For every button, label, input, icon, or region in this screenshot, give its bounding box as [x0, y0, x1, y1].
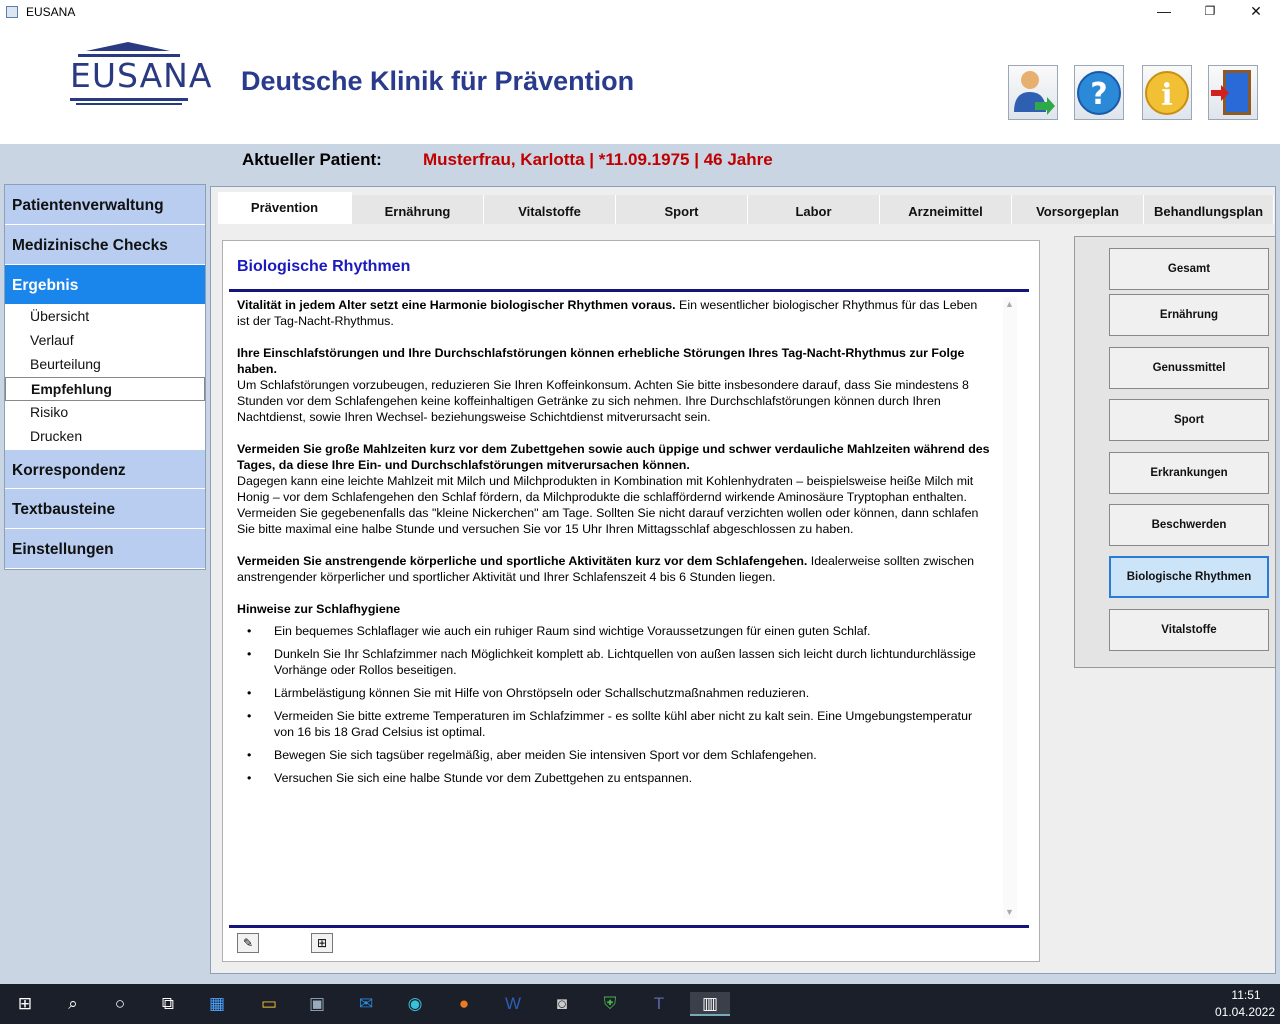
- store-icon[interactable]: ▦: [208, 994, 226, 1013]
- tab-arzneimittel[interactable]: Arzneimittel: [880, 195, 1012, 224]
- category-erkrankungen-button[interactable]: Erkrankungen: [1109, 452, 1269, 494]
- category-biologische-rhythmen-button[interactable]: Biologische Rhythmen: [1109, 556, 1269, 598]
- firefox-icon[interactable]: ●: [458, 994, 470, 1013]
- list-item: • Bewegen Sie sich tagsüber regelmäßig, aber meiden Sie intensiven Sport vor dem Schlafengehen.: [237, 747, 992, 763]
- tab-behandlungsplan[interactable]: Behandlungsplan: [1144, 195, 1274, 224]
- tab-bar: [218, 192, 1274, 224]
- info-icon[interactable]: [1142, 65, 1192, 120]
- taskbar: [0, 984, 1280, 1024]
- network-app-icon[interactable]: ▣: [308, 994, 326, 1013]
- tab-labor[interactable]: Labor: [748, 195, 880, 224]
- sidebar-sub-beurteilung[interactable]: Beurteilung: [30, 356, 101, 372]
- sidebar-item-patientenverwaltung[interactable]: Patientenverwaltung: [5, 185, 205, 225]
- category-beschwerden-button[interactable]: Beschwerden: [1109, 504, 1269, 546]
- tab-sport[interactable]: Sport: [616, 195, 748, 224]
- svg-text:i: i: [1161, 78, 1173, 113]
- list-item: • Dunkeln Sie Ihr Schlafzimmer nach Möglichkeit komplett ab. Lichtquellen von außen lassen sich leicht durch lichtundurchlässige Vorhänge oder Rollos beseitigen.: [237, 646, 992, 678]
- list-item: • Versuchen Sie sich eine halbe Stunde vor dem Zubettgehen zu entspannen.: [237, 770, 992, 786]
- hints-heading: Hinweise zur Schlafhygiene: [237, 602, 401, 616]
- maximize-button[interactable]: ❐: [1204, 4, 1216, 18]
- list-item: • Lärmbelästigung können Sie mit Hilfe von Ohrstöpseln oder Schallschutzmaßnahmen reduzieren.: [237, 685, 992, 701]
- clock-time: 11:51: [1231, 988, 1261, 1002]
- edge-icon[interactable]: ◉: [407, 994, 423, 1013]
- category-panel: [1074, 236, 1276, 668]
- eusana-taskbar-icon[interactable]: ▥: [690, 992, 730, 1016]
- sidebar-item-textbausteine[interactable]: Textbausteine: [5, 489, 205, 529]
- sidebar-item-medizinische-checks[interactable]: Medizinische Checks: [5, 225, 205, 265]
- sidebar-sub-drucken[interactable]: Drucken: [30, 428, 83, 444]
- scroll-down-icon[interactable]: ▼: [1005, 907, 1014, 917]
- file-explorer-icon[interactable]: ▭: [260, 994, 278, 1013]
- category-ernaehrung-button[interactable]: Ernährung: [1109, 294, 1269, 336]
- bottom-divider: [229, 925, 1029, 928]
- category-vitalstoffe-button[interactable]: Vitalstoffe: [1109, 609, 1269, 651]
- recommendation-text[interactable]: Vitalität in jedem Alter setzt eine Harmonie biologischer Rhythmen voraus. Ein wesentlicher biologischer Rhythmus für das Leben ist der Tag-Nacht-Rhythmus. Ihre Einschlafstörungen und Ihre Durchschlafstörungen können erhebliche Störungen Ihres Tag-Nacht-Rhythmus zur Folge haben. Um Schlafstörungen vorzubeugen, reduzieren Sie Ihren Koffeinkonsum. Achten Sie bitte insbesondere darauf, dass Sie mindestens 8 Stunden vor dem Schlafengehen keine koffeinhaltigen Getränke zu sich nehmen. Ihre Durchschlafstörungen können durch Ihren Nachtdienst, sowie Ihren Wechsel- beziehungsweise Schichtdienst mitverursacht sein. Vermeiden Sie große Mahlzeiten kurz vor dem Zubettgehen sowie auch üppige und schwer verdauliche Mahlzeiten während des Tages, da diese Ihre Ein- und Durchschlafstörungen mitverursachen können. Dagegen kann eine leichte Mahlzeit mit Milch und Milchprodukten in Kombination mit Kohlenhydraten – beispielsweise heiße Milch mit Honig – vor dem Schlafengehen den Schlaf fördern, da Milchprodukte die schlaffördernd wirkende Aminosäure Tryptophan enthalten. Vermeiden Sie gegebenenfalls das "kleine Nickerchen" am Tage. Sollten Sie nicht darauf verzichten wollen oder können, dann schlafen Sie bitte maximal eine halbe Stunde und versuchen Sie vor 15 Uhr Ihren Mittagsschlaf abgeschlossen zu haben. Vermeiden Sie anstrengende körperliche und sportliche Aktivitäten kurz vor dem Schlafengehen. Idealerweise sollten zwischen anstrengender körperlicher und sportlicher Aktivität und Ihrer Schlafenszeit 4 bis 6 Stunden liegen. Hinweise zur Schlafhygiene • Ein bequemes Schlaflager wie auch ein ruhiger Raum sind wichtige Voraussetzungen für einen guten Schlaf. • Dunkeln Sie Ihr Schlafzimmer nach Möglichkeit komplett ab. Lichtquellen von außen lassen sich leicht durch lichtundurchlässige Vorhänge oder Rollos beseitigen. • Lärmbelästigung können Sie mit Hilfe von Ohrstöpseln oder Schallschutzmaßnahmen reduzieren. • Vermeiden Sie bitte extreme Temperaturen im Schlafzimmer - es sollte kühl aber nicht zu kalt sein. Eine Umgebungstemperatur von 16 bis 18 Grad Celsius ist optimal. • Bewegen Sie sich tagsüber regelmäßig, aber meiden Sie intensiven Sport vor dem Schlafengehen. • Versuchen Sie sich eine halbe Stunde vor dem Zubettgehen zu entspannen.: [237, 297, 992, 917]
- scroll-up-icon[interactable]: ▲: [1005, 299, 1014, 309]
- close-button[interactable]: ✕: [1250, 3, 1262, 19]
- add-textblock-icon[interactable]: ⊞: [311, 933, 333, 953]
- sidebar-sub-uebersicht[interactable]: Übersicht: [30, 308, 90, 324]
- content-panel: [222, 240, 1040, 962]
- title-bar: [0, 0, 1280, 24]
- sidebar-item-einstellungen[interactable]: Einstellungen: [5, 529, 205, 569]
- patient-value: Musterfrau, Karlotta | *11.09.1975 | 46 Jahre: [423, 150, 773, 169]
- category-genussmittel-button[interactable]: Genussmittel: [1109, 347, 1269, 389]
- category-gesamt-button[interactable]: Gesamt: [1109, 248, 1269, 290]
- svg-text:?: ?: [1090, 77, 1108, 112]
- help-icon[interactable]: [1074, 65, 1124, 120]
- list-item: • Ein bequemes Schlaflager wie auch ein ruhiger Raum sind wichtige Voraussetzungen für einen guten Schlaf.: [237, 623, 992, 639]
- eusana-logo: EUSANA: [70, 42, 188, 108]
- exit-door-icon[interactable]: [1208, 65, 1258, 120]
- camera-icon[interactable]: ◙: [556, 994, 568, 1013]
- search-icon[interactable]: ⌕: [68, 994, 78, 1013]
- list-item: • Vermeiden Sie bitte extreme Temperaturen im Schlafzimmer - es sollte kühl aber nicht zu kalt sein. Eine Umgebungstemperatur von 16 bis 18 Grad Celsius ist optimal.: [237, 708, 992, 740]
- sidebar: [4, 184, 206, 570]
- sidebar-sub-verlauf[interactable]: Verlauf: [30, 332, 74, 348]
- cortana-icon[interactable]: ○: [114, 994, 126, 1013]
- minimize-button[interactable]: —: [1157, 3, 1171, 19]
- security-shield-icon[interactable]: ⛨: [603, 994, 617, 1013]
- hints-list: [237, 623, 992, 786]
- clock-date: 01.04.2022: [1214, 1005, 1276, 1019]
- outlook-icon[interactable]: ✉: [358, 994, 374, 1013]
- window-title: EUSANA: [26, 5, 76, 19]
- title-divider: [229, 289, 1029, 292]
- word-icon[interactable]: W: [504, 994, 522, 1013]
- tab-vorsorgeplan[interactable]: Vorsorgeplan: [1012, 195, 1144, 224]
- start-windows-icon[interactable]: ⊞: [17, 994, 33, 1013]
- tab-vitalstoffe[interactable]: Vitalstoffe: [484, 195, 616, 224]
- sidebar-sub-risiko[interactable]: Risiko: [30, 404, 69, 420]
- category-sport-button[interactable]: Sport: [1109, 399, 1269, 441]
- sidebar-item-ergebnis[interactable]: Ergebnis: [5, 265, 205, 305]
- task-view-icon[interactable]: ⧉: [161, 994, 175, 1013]
- tab-praevention[interactable]: Prävention: [218, 192, 352, 224]
- teams-icon[interactable]: T: [653, 994, 665, 1013]
- sidebar-sub-empfehlung[interactable]: Empfehlung: [5, 377, 205, 401]
- patient-bar: [0, 144, 1280, 182]
- user-switch-icon[interactable]: [1008, 65, 1058, 120]
- section-title: Biologische Rhythmen: [237, 258, 411, 275]
- text-scrollbar[interactable]: [1003, 297, 1017, 919]
- app-icon: [6, 6, 18, 18]
- patient-label: Aktueller Patient:: [242, 150, 382, 169]
- app-title: Deutsche Klinik für Prävention: [241, 66, 635, 96]
- tab-ernaehrung[interactable]: Ernährung: [352, 195, 484, 224]
- app-header: [0, 24, 1280, 144]
- sidebar-item-korrespondenz[interactable]: Korrespondenz: [5, 449, 205, 489]
- edit-note-icon[interactable]: ✎: [237, 933, 259, 953]
